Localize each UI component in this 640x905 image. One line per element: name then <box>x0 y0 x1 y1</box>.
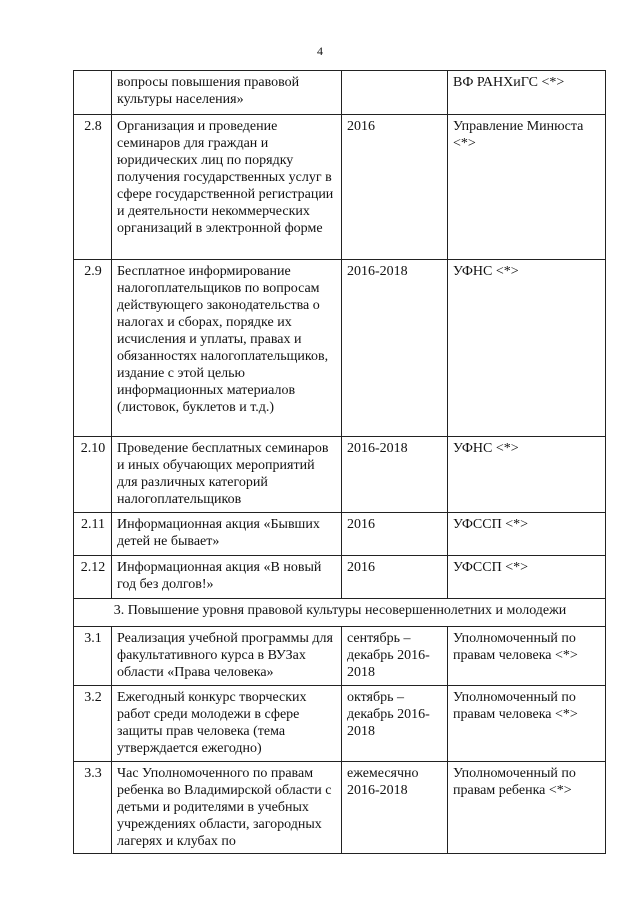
measures-table <box>73 70 606 854</box>
event-executor: УФНС <*> <box>448 437 606 513</box>
event-period: 2016-2018 <box>342 437 448 513</box>
event-description: Реализация учебной программы для факультативного курса в ВУЗах области «Права человека» <box>112 627 342 686</box>
event-executor: Уполномоченный по правам ребенка <*> <box>448 762 606 854</box>
event-period: 2016-2018 <box>342 260 448 437</box>
row-number: 2.12 <box>74 556 112 599</box>
row-number <box>74 71 112 115</box>
table-row <box>74 762 606 854</box>
row-number: 2.10 <box>74 437 112 513</box>
event-executor: Уполномоченный по правам человека <*> <box>448 627 606 686</box>
event-executor: УФНС <*> <box>448 260 606 437</box>
table-row <box>74 627 606 686</box>
section-row <box>74 599 606 627</box>
row-number: 2.8 <box>74 115 112 260</box>
row-number: 2.9 <box>74 260 112 437</box>
event-description: Информационная акция «Бывших детей не бывает» <box>112 513 342 556</box>
event-description: вопросы повышения правовой культуры населения» <box>112 71 342 115</box>
event-executor: ВФ РАНХиГС <*> <box>448 71 606 115</box>
event-period: ежемесячно 2016-2018 <box>342 762 448 854</box>
table-row <box>74 437 606 513</box>
section-heading: 3. Повышение уровня правовой культуры несовершеннолетних и молодежи <box>74 599 606 627</box>
row-number: 3.2 <box>74 686 112 762</box>
event-description: Бесплатное информирование налогоплательщиков по вопросам действующего законодательства о налогах и сборах, порядке их исчисления и уплаты, правах и обязанностях налогоплательщиков, издание с этой целью информационных материалов (листовок, буклетов и т.д.) <box>112 260 342 437</box>
table-row <box>74 686 606 762</box>
event-period: сентябрь – декабрь 2016-2018 <box>342 627 448 686</box>
event-period: 2016 <box>342 513 448 556</box>
event-executor: Управление Минюста <*> <box>448 115 606 260</box>
page-number: 4 <box>317 44 323 58</box>
event-executor: УФССП <*> <box>448 513 606 556</box>
event-description: Ежегодный конкурс творческих работ среди молодежи в сфере защиты прав человека (тема утверждается ежегодно) <box>112 686 342 762</box>
event-description: Информационная акция «В новый год без долгов!» <box>112 556 342 599</box>
table-row <box>74 71 606 115</box>
row-number: 2.11 <box>74 513 112 556</box>
table-row <box>74 513 606 556</box>
event-period: 2016 <box>342 115 448 260</box>
event-period <box>342 71 448 115</box>
row-number: 3.1 <box>74 627 112 686</box>
table-row <box>74 115 606 260</box>
event-period: октябрь – декабрь 2016-2018 <box>342 686 448 762</box>
table-row <box>74 556 606 599</box>
event-period: 2016 <box>342 556 448 599</box>
row-number: 3.3 <box>74 762 112 854</box>
table-row <box>74 260 606 437</box>
event-description: Час Уполномоченного по правам ребенка во Владимирской области с детьми и родителями в учебных учреждениях области, загородных лагерях и клубах по <box>112 762 342 854</box>
event-executor: УФССП <*> <box>448 556 606 599</box>
event-description: Организация и проведение семинаров для граждан и юридических лиц по порядку получения государственных услуг в сфере государственной регистрации и деятельности некоммерческих организаций в электронной форме <box>112 115 342 260</box>
event-executor: Уполномоченный по правам человека <*> <box>448 686 606 762</box>
event-description: Проведение бесплатных семинаров и иных обучающих мероприятий для различных категорий налогоплательщиков <box>112 437 342 513</box>
